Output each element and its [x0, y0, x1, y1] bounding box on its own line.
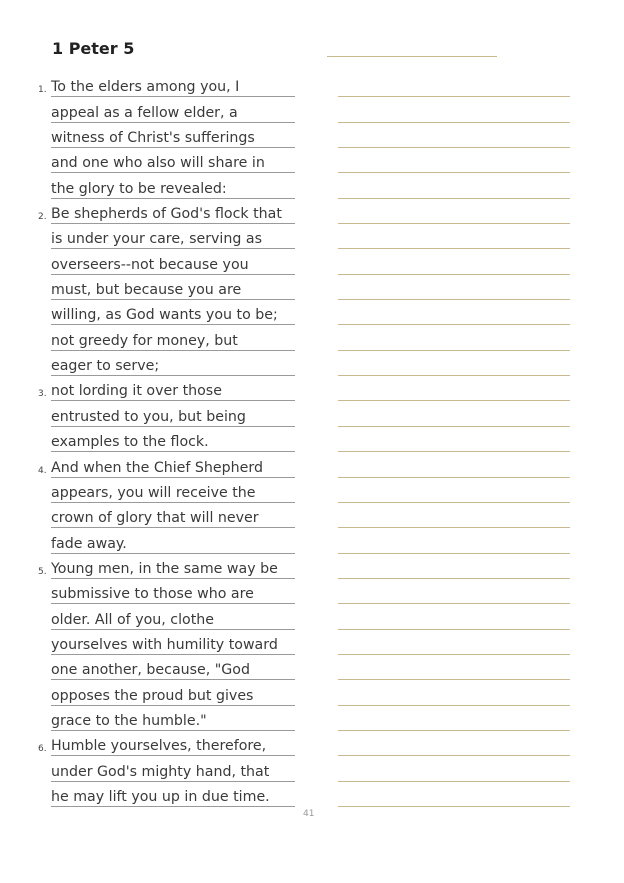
writing-line[interactable]	[338, 554, 570, 579]
verse-line	[0, 756, 310, 781]
verse-text: And when the Chief Shepherd	[51, 459, 263, 476]
verse-line	[0, 528, 310, 553]
writing-line[interactable]	[338, 401, 570, 426]
verse-line	[0, 249, 310, 274]
page-number: 41	[303, 809, 315, 819]
verse-line	[0, 706, 310, 731]
writing-line[interactable]	[338, 604, 570, 629]
verse-line	[0, 325, 310, 350]
verse-text: appeal as a fellow elder, a	[51, 104, 238, 121]
verse-text: Humble yourselves, therefore,	[51, 738, 267, 755]
verse-line	[0, 503, 310, 528]
verse-text: under God's mighty hand, that	[51, 763, 270, 780]
verse-text: appears, you will receive the	[51, 484, 256, 501]
verse-line	[0, 97, 310, 122]
verse-number: 4.	[38, 465, 47, 476]
writing-line[interactable]	[338, 630, 570, 655]
writing-line[interactable]	[338, 72, 570, 97]
verse-number: 6.	[38, 744, 47, 755]
writing-line[interactable]	[338, 478, 570, 503]
verse-text: crown of glory that will never	[51, 510, 259, 527]
verse-line	[0, 478, 310, 503]
verse-text: one another, because, "God	[51, 662, 250, 679]
verse-number: 3.	[38, 389, 47, 400]
verse-line	[0, 782, 310, 807]
writing-line[interactable]	[338, 731, 570, 756]
verse-line	[0, 680, 310, 705]
writing-line[interactable]	[338, 427, 570, 452]
verse-text: he may lift you up in due time.	[51, 788, 270, 805]
verse-line	[0, 401, 310, 426]
writing-line[interactable]	[338, 300, 570, 325]
verse-line	[0, 123, 310, 148]
writing-line[interactable]	[338, 706, 570, 731]
page-title: 1 Peter 5	[52, 39, 135, 58]
verse-line	[0, 731, 310, 756]
verse-line	[0, 351, 310, 376]
writing-line[interactable]	[338, 199, 570, 224]
verse-text: and one who also will share in	[51, 155, 265, 172]
writing-line[interactable]	[338, 376, 570, 401]
writing-line[interactable]	[338, 756, 570, 781]
writing-line[interactable]	[338, 655, 570, 680]
verse-line	[0, 199, 310, 224]
verse-number: 2.	[38, 212, 47, 223]
verse-line	[0, 655, 310, 680]
verse-text: opposes the proud but gives	[51, 687, 254, 704]
verse-text: grace to the humble."	[51, 712, 207, 729]
verse-line	[0, 579, 310, 604]
writing-line[interactable]	[338, 452, 570, 477]
writing-column	[338, 72, 570, 807]
verse-line	[0, 148, 310, 173]
verse-line	[0, 452, 310, 477]
verse-text: To the elders among you, I	[51, 79, 240, 96]
writing-line[interactable]	[338, 249, 570, 274]
verse-text: Young men, in the same way be	[51, 560, 278, 577]
verse-text: submissive to those who are	[51, 586, 254, 603]
verse-line	[0, 300, 310, 325]
verse-line	[0, 554, 310, 579]
title-writing-line	[327, 56, 497, 57]
verse-line	[0, 275, 310, 300]
verse-number: 1.	[38, 85, 47, 96]
verse-text: fade away.	[51, 535, 127, 552]
verse-text: older. All of you, clothe	[51, 611, 214, 628]
verse-text: overseers--not because you	[51, 256, 249, 273]
writing-line[interactable]	[338, 528, 570, 553]
verse-line	[0, 630, 310, 655]
writing-line[interactable]	[338, 351, 570, 376]
verse-text: must, but because you are	[51, 282, 242, 299]
verse-text: is under your care, serving as	[51, 231, 262, 248]
verse-text: eager to serve;	[51, 358, 160, 375]
writing-line[interactable]	[338, 275, 570, 300]
underline	[51, 806, 295, 807]
writing-line[interactable]	[338, 173, 570, 198]
verse-column	[0, 72, 310, 807]
verse-line	[0, 427, 310, 452]
writing-line[interactable]	[338, 148, 570, 173]
verse-line	[0, 173, 310, 198]
verse-text: yourselves with humility toward	[51, 636, 278, 653]
writing-line[interactable]	[338, 325, 570, 350]
verse-line	[0, 72, 310, 97]
verse-text: not lording it over those	[51, 383, 222, 400]
verse-line	[0, 376, 310, 401]
writing-line[interactable]	[338, 579, 570, 604]
verse-text: the glory to be revealed:	[51, 180, 227, 197]
verse-text: willing, as God wants you to be;	[51, 307, 278, 324]
writing-line[interactable]	[338, 224, 570, 249]
verse-text: witness of Christ's sufferings	[51, 130, 255, 147]
verse-line	[0, 224, 310, 249]
writing-line[interactable]	[338, 782, 570, 807]
verse-number: 5.	[38, 566, 47, 577]
verse-text: examples to the flock.	[51, 434, 209, 451]
writing-line[interactable]	[338, 123, 570, 148]
verse-text: not greedy for money, but	[51, 332, 238, 349]
verse-line	[0, 604, 310, 629]
writing-line[interactable]	[338, 97, 570, 122]
verse-text: entrusted to you, but being	[51, 408, 246, 425]
writing-line[interactable]	[338, 680, 570, 705]
verse-text: Be shepherds of God's flock that	[51, 206, 282, 223]
writing-line[interactable]	[338, 503, 570, 528]
